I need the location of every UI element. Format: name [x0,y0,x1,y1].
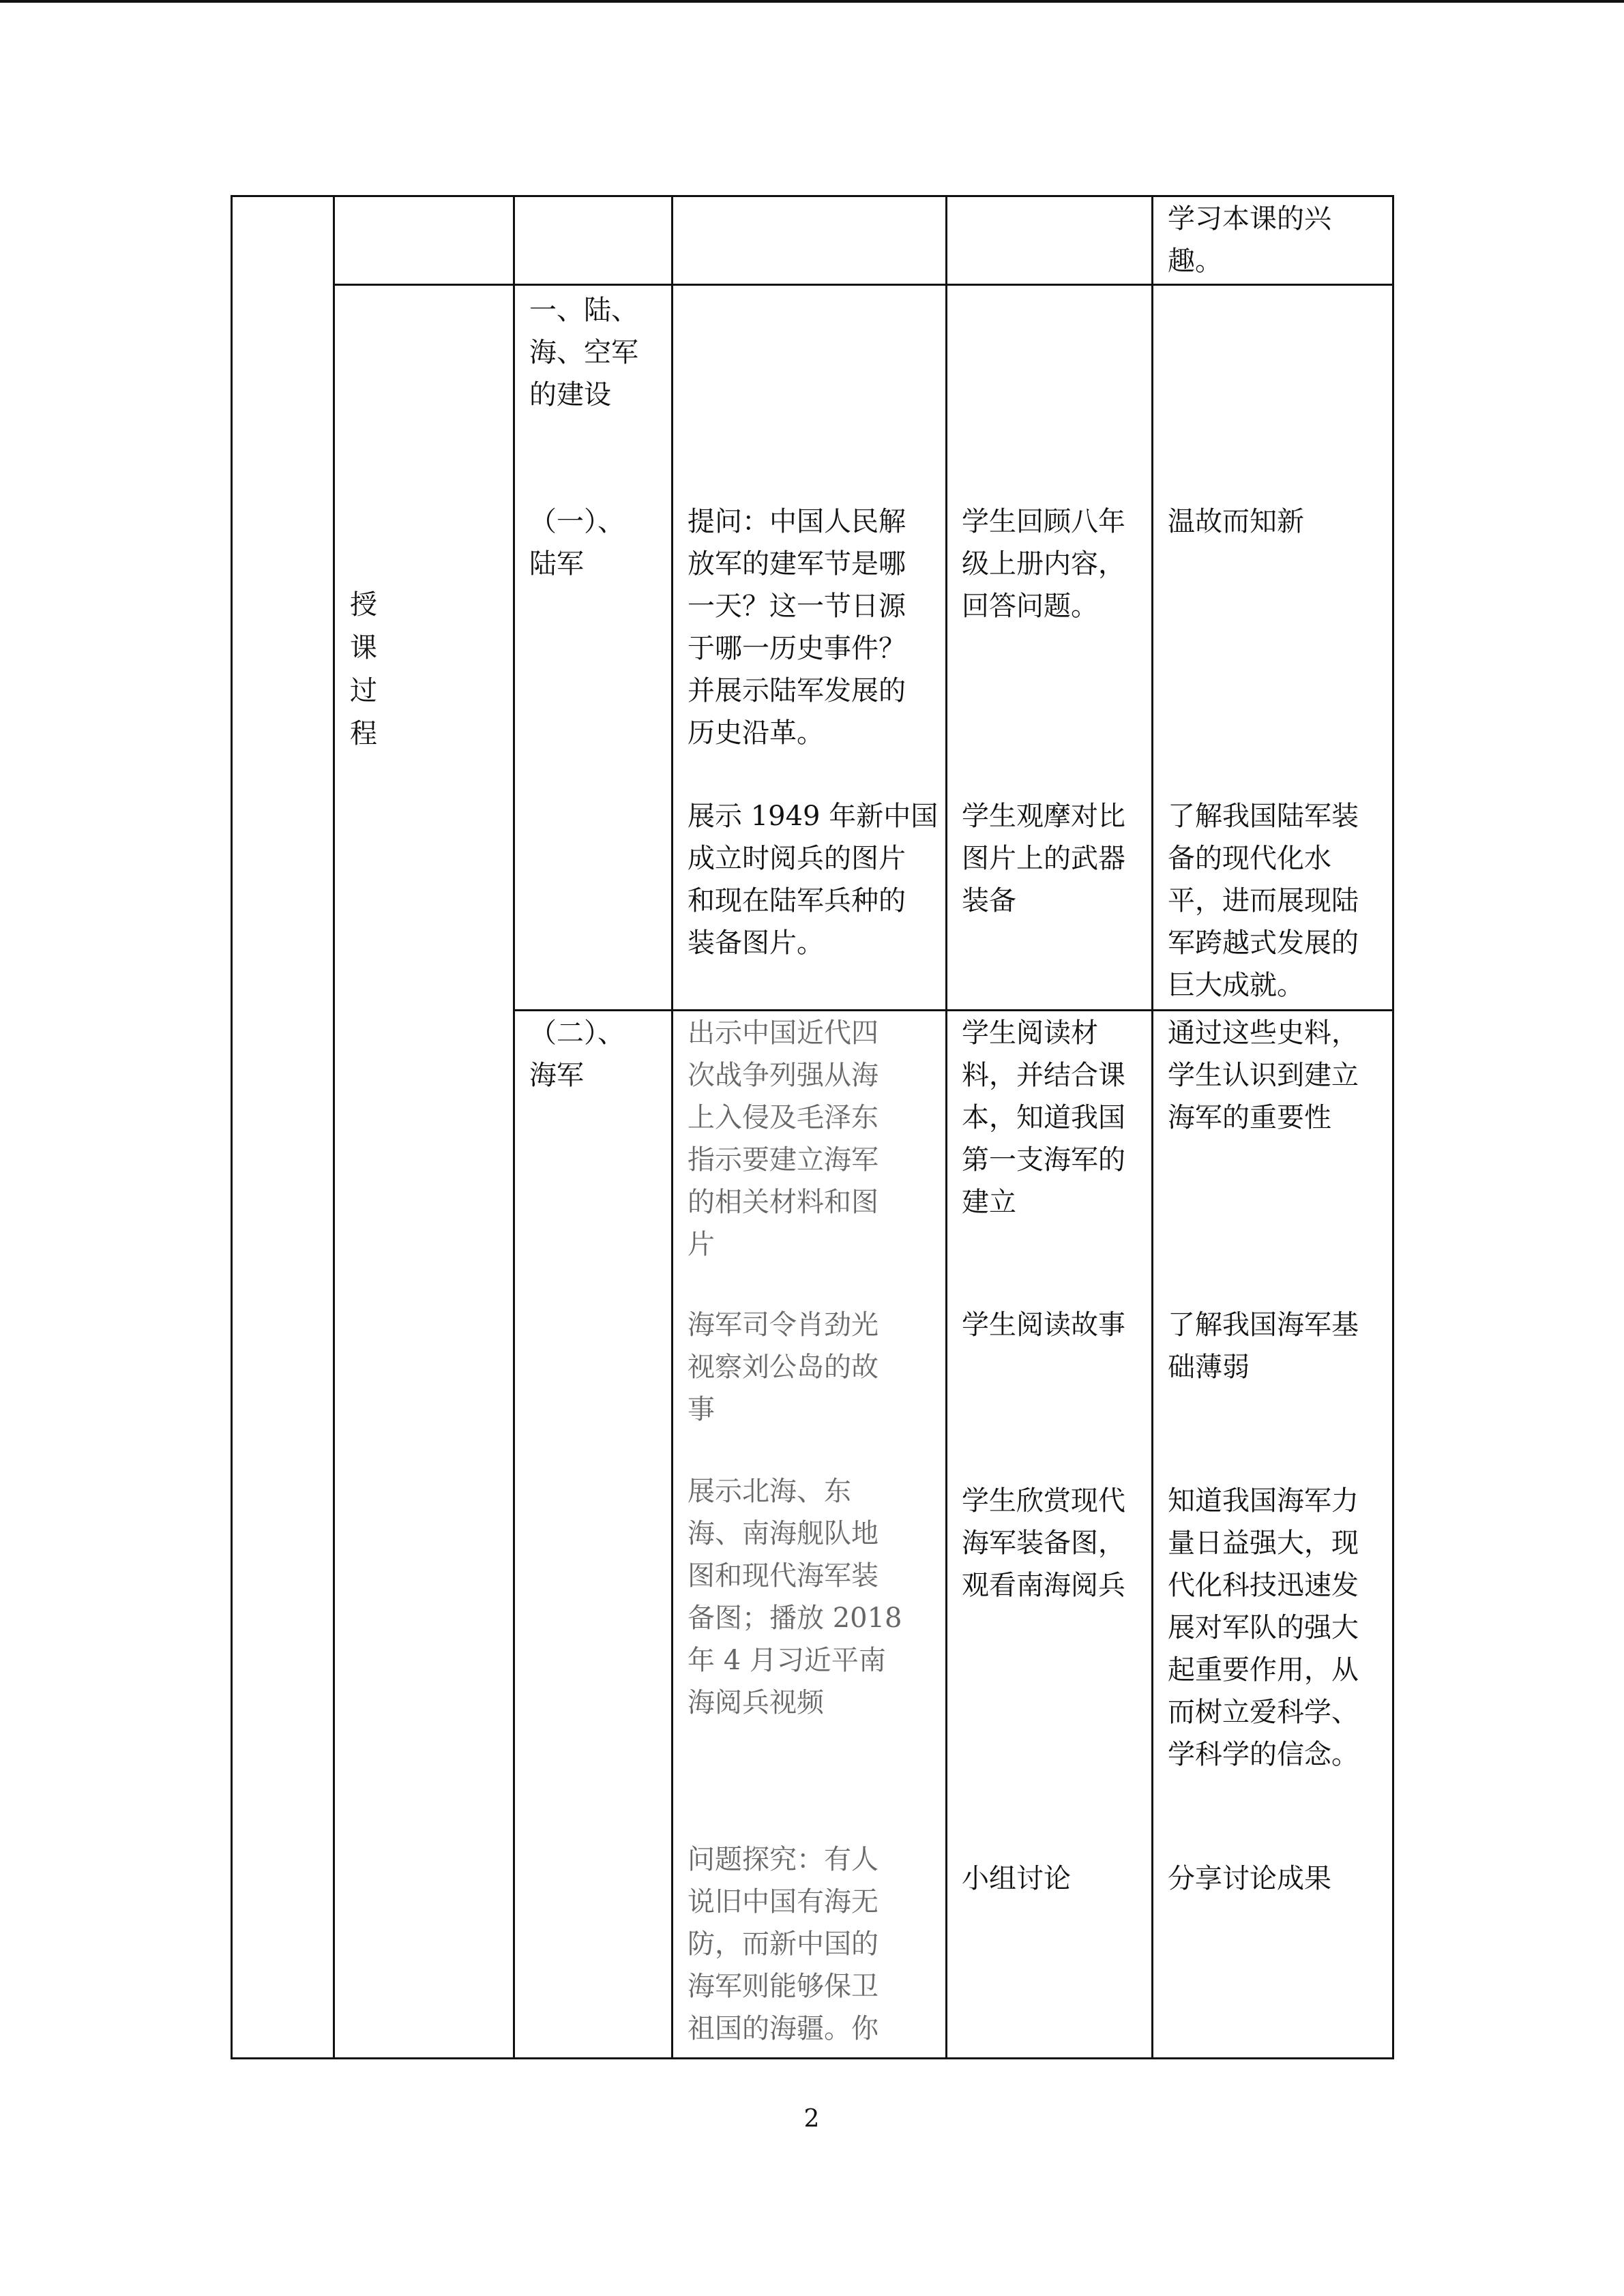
cell-student-2: 学生观摩对比 图片上的武器 装备 [962,801,1125,916]
cell-intent-2: 了解我国陆军装 备的现代化水 平，进而展现陆 军跨越式发展的 巨大成就。 [1168,801,1359,1001]
table-row-divider-1 [333,284,1394,286]
lesson-plan-table [231,195,1394,2059]
cell-topic-navy: （二）、 海军 [529,1017,625,1091]
page-number: 2 [803,2105,820,2133]
table-border-left [231,195,233,2059]
table-border-col3 [671,195,673,2059]
cell-intent-3: 通过这些史料， 学生认识到建立 海军的重要性 [1168,1017,1359,1133]
table-border-top [231,195,1394,197]
cell-intent-6: 分享讨论成果 [1168,1863,1331,1894]
cell-student-3: 学生阅读材 料，并结合课 本，知道我国 第一支海军的 建立 [962,1017,1125,1218]
cell-teacher-3: 出示中国近代四 次战争列强从海 上入侵及毛泽东 指示要建立海军 的相关材料和图 片 [688,1017,879,1260]
section-label-teaching-process: 授 课 过 程 [350,589,377,749]
cell-intent-4: 了解我国海军基 础薄弱 [1168,1309,1359,1383]
cell-student-5: 学生欣赏现代 海军装备图， 观看南海阅兵 [962,1485,1125,1601]
cell-topic-army: （一）、 陆军 [529,506,625,580]
table-border-col4 [945,195,947,2059]
cell-topic-main: 一、陆、 海、空军 的建设 [529,295,638,411]
table-row-divider-2 [513,1009,1394,1011]
table-border-bottom [231,2057,1394,2059]
cell-student-1: 学生回顾八年 级上册内容， 回答问题。 [962,506,1125,622]
cell-teacher-4: 海军司令肖劲光 视察刘公岛的故 事 [688,1309,879,1425]
table-border-right [1392,195,1394,2059]
cell-teacher-2: 展示 1949 年新中国 成立时阅兵的图片 和现在陆军兵种的 装备图片。 [688,801,939,959]
cell-intent-1: 温故而知新 [1168,506,1304,537]
cell-student-6: 小组讨论 [962,1863,1071,1894]
cell-student-4: 学生阅读故事 [962,1309,1125,1341]
cell-intent-5: 知道我国海军力 量日益强大，现 代化科技迅速发 展对军队的强大 起重要作用，从 而树立爱科学、 学科学的信念。 [1168,1485,1359,1770]
table-border-col5 [1151,195,1153,2059]
cell-top-intent: 学习本课的兴 趣。 [1168,203,1331,277]
cell-teacher-6: 问题探究：有人 说旧中国有海无 防，而新中国的 海军则能够保卫 祖国的海疆。你 [688,1844,879,2044]
top-border-line [0,0,1624,3]
table-border-col1 [333,195,335,2059]
cell-teacher-1: 提问：中国人民解 放军的建军节是哪 一天？这一节日源 于哪一历史事件？ 并展示陆军发展的 历史沿革。 [688,506,906,749]
cell-teacher-5: 展示北海、东 海、南海舰队地 图和现代海军装 备图；播放 2018 年 4 月习近平南 海阅兵视频 [688,1476,902,1718]
table-border-col2 [513,195,515,2059]
